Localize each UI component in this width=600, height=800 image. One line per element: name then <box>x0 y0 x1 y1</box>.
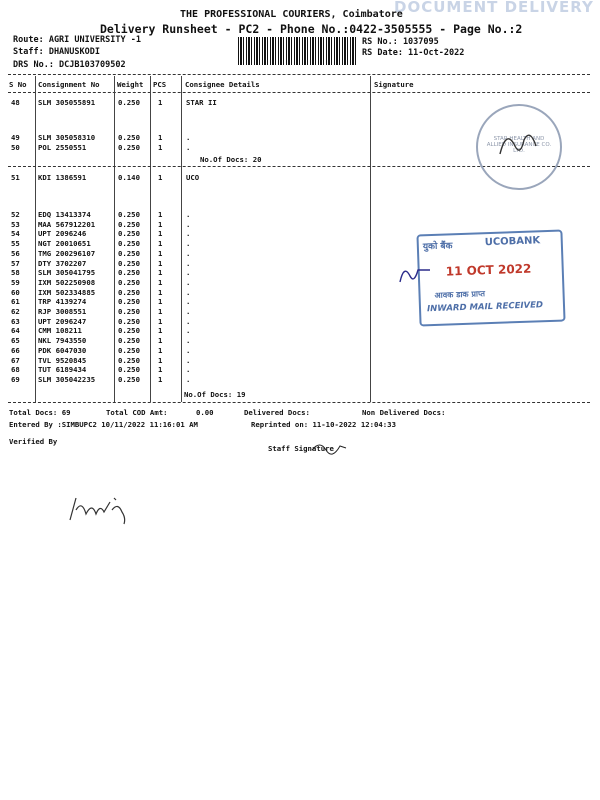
row-sno: 67 <box>11 355 20 365</box>
row-consignee: . <box>186 336 191 346</box>
row-pcs: 1 <box>158 98 163 107</box>
row-pcs: 1 <box>158 239 163 249</box>
col-consignee: Consignee Details <box>185 80 260 89</box>
row-weight: 0.250 <box>118 239 140 249</box>
row-consignment: MAA 567912201 <box>38 219 96 229</box>
total-cod-label: Total COD Amt: <box>106 408 168 417</box>
row-pcs: 1 <box>158 287 163 297</box>
row-consignee: . <box>186 365 191 375</box>
row-consignee: . <box>186 210 191 219</box>
row-consignment: UPT 2096247 <box>38 316 87 326</box>
row-sno: 59 <box>11 277 20 287</box>
row-consignee: . <box>186 287 191 297</box>
row-sno: 49 <box>11 133 20 142</box>
row-sno: 50 <box>11 143 20 152</box>
table-header-row <box>0 80 600 90</box>
row-consignment: UPT 2096246 <box>38 229 87 239</box>
row-consignee: . <box>186 307 191 316</box>
row-sno: 48 <box>11 98 20 107</box>
row-weight: 0.250 <box>118 258 140 268</box>
row-consignment: EDQ 13413374 <box>38 210 91 219</box>
row-pcs: 1 <box>158 277 163 287</box>
row-weight: 0.250 <box>118 229 140 239</box>
row-pcs: 1 <box>158 365 163 375</box>
row-sno: 63 <box>11 316 20 326</box>
row-weight: 0.250 <box>118 365 140 375</box>
row-consignment: SLM 305055891 <box>38 98 96 107</box>
row-consignment: PDK 6047030 <box>38 345 87 355</box>
stamp-hindi-inward: आवक डाक प्राप्त <box>434 289 486 300</box>
row-pcs: 1 <box>158 355 163 365</box>
row-pcs: 1 <box>158 316 163 326</box>
row-consignee: . <box>186 374 191 384</box>
row-weight: 0.250 <box>118 307 140 316</box>
row-sno: 51 <box>11 173 20 182</box>
row-consignment: NKL 7943550 <box>38 336 87 346</box>
row-consignee: STAR II <box>186 98 217 107</box>
row-pcs: 1 <box>158 374 163 384</box>
row-weight: 0.250 <box>118 248 140 258</box>
row-consignment: TRP 4139274 <box>38 297 87 307</box>
company-title: THE PROFESSIONAL COURIERS, Coimbatore <box>180 9 403 20</box>
row-weight: 0.250 <box>118 297 140 307</box>
row-consignment: KDI 1386591 <box>38 173 87 182</box>
table-row <box>0 326 600 336</box>
delivered-docs: Delivered Docs: <box>244 408 310 417</box>
totals-row <box>0 408 600 418</box>
row-sno: 66 <box>11 345 20 355</box>
row-sno: 54 <box>11 229 20 239</box>
row-consignment: RJP 3008551 <box>38 307 87 316</box>
row-pcs: 1 <box>158 307 163 316</box>
row-pcs: 1 <box>158 219 163 229</box>
col-weight: Weight <box>117 80 144 89</box>
row-consignment: SLM 305042235 <box>38 374 96 384</box>
row-pcs: 1 <box>158 336 163 346</box>
row-consignee: UCO <box>186 173 200 182</box>
row-pcs: 1 <box>158 345 163 355</box>
row-weight: 0.250 <box>118 277 140 287</box>
row-sno: 52 <box>11 210 20 219</box>
doc-count-label: No.Of Docs: 20 <box>200 155 262 164</box>
row-weight: 0.250 <box>118 345 140 355</box>
row-weight: 0.250 <box>118 287 140 297</box>
table-row <box>0 336 600 346</box>
row-consignee: . <box>186 297 191 307</box>
row-consignee: . <box>186 258 191 268</box>
row-pcs: 1 <box>158 143 163 152</box>
col-sno: S No <box>9 80 27 89</box>
verified-by: Verified By <box>9 437 58 446</box>
row-sno: 65 <box>11 336 20 346</box>
row-consignment: SLM 305041795 <box>38 268 96 278</box>
row-pcs: 1 <box>158 210 163 219</box>
table-row <box>0 375 600 385</box>
row-pcs: 1 <box>158 248 163 258</box>
rs-number: RS No.: 1037095 <box>362 37 439 47</box>
stamp-inward-label: INWARD MAIL RECEIVED <box>426 300 544 315</box>
row-consignee: . <box>186 355 191 365</box>
stamp-round-text: STAR HEALTH AND ALLIED INSURANCE CO. LTD. <box>486 136 552 154</box>
staff-label: Staff: DHANUSKODI <box>13 47 100 57</box>
non-delivered-docs: Non Delivered Docs: <box>362 408 446 417</box>
row-pcs: 1 <box>158 297 163 307</box>
row-weight: 0.250 <box>118 316 140 326</box>
table-row <box>0 220 600 230</box>
row-consignment: TVL 9520845 <box>38 355 87 365</box>
stamp-signature-mark <box>496 124 540 164</box>
row-consignment: DTY 3702207 <box>38 258 87 268</box>
row-sno: 60 <box>11 287 20 297</box>
total-docs: Total Docs: 69 <box>9 408 71 417</box>
drs-number: DRS No.: DCJB103709502 <box>13 60 126 70</box>
row-pcs: 1 <box>158 258 163 268</box>
row-weight: 0.250 <box>118 326 140 336</box>
row-consignee: . <box>186 133 191 142</box>
row-weight: 0.250 <box>118 336 140 346</box>
table-row <box>0 356 600 366</box>
row-consignment: IXM 502334885 <box>38 287 96 297</box>
row-weight: 0.250 <box>118 98 140 107</box>
row-sno: 68 <box>11 365 20 375</box>
row-consignee: . <box>186 248 191 258</box>
row-consignee: . <box>186 268 191 278</box>
row-weight: 0.250 <box>118 374 140 384</box>
table-row <box>0 210 600 220</box>
table-header-rule <box>8 92 590 93</box>
row-consignment: TUT 6189434 <box>38 365 87 375</box>
row-weight: 0.250 <box>118 355 140 365</box>
entered-row <box>0 420 600 430</box>
barcode <box>238 37 358 65</box>
row-sno: 69 <box>11 374 20 384</box>
table-row <box>0 346 600 356</box>
stamp-bank-name: UCOBANK <box>484 235 541 249</box>
row-consignee: . <box>186 229 191 239</box>
uco-bank-inward-stamp <box>416 229 565 326</box>
group-doc-count <box>0 390 600 400</box>
row-sno: 61 <box>11 297 20 307</box>
col-consignment: Consignment No <box>38 80 100 89</box>
row-weight: 0.140 <box>118 173 140 182</box>
row-sno: 62 <box>11 307 20 316</box>
row-consignment: TMG 200296107 <box>38 248 96 258</box>
row-sno: 64 <box>11 326 20 336</box>
row-consignment: NGT 20010651 <box>38 239 91 249</box>
row-consignment: POL 2550551 <box>38 143 87 152</box>
runsheet-title: Delivery Runsheet - PC2 - Phone No.:0422-3505555 - Page No.:2 <box>100 22 523 36</box>
row-sno: 57 <box>11 258 20 268</box>
row-pcs: 1 <box>158 229 163 239</box>
table-top-rule <box>8 74 590 75</box>
row-weight: 0.250 <box>118 219 140 229</box>
row-weight: 0.250 <box>118 143 140 152</box>
row-consignee: . <box>186 326 191 336</box>
table-row <box>0 365 600 375</box>
route-label: Route: AGRI UNIVERSITY -1 <box>13 35 141 45</box>
row-sno: 56 <box>11 248 20 258</box>
doc-count-label: No.Of Docs: 19 <box>184 390 246 399</box>
row-pcs: 1 <box>158 268 163 278</box>
stamp-hindi-bank: युको बैंक <box>422 241 453 253</box>
handwritten-signature <box>66 488 136 528</box>
row-pcs: 1 <box>158 173 163 182</box>
row-consignee: . <box>186 316 191 326</box>
row-sno: 53 <box>11 219 20 229</box>
total-cod-value: 0.00 <box>196 408 214 417</box>
row-consignee: . <box>186 219 191 229</box>
rs-date: RS Date: 11-Oct-2022 <box>362 48 465 58</box>
row-weight: 0.250 <box>118 268 140 278</box>
row-consignment: CMM 108211 <box>38 326 82 336</box>
col-pcs: PCS <box>153 80 167 89</box>
row-consignee: . <box>186 239 191 249</box>
row-consignment: SLM 305058310 <box>38 133 96 142</box>
reprinted-on: Reprinted on: 11-10-2022 12:04:33 <box>251 420 396 429</box>
row-sno: 55 <box>11 239 20 249</box>
stamp-date: 11 OCT 2022 <box>445 261 532 279</box>
row-consignee: . <box>186 277 191 287</box>
row-weight: 0.250 <box>118 133 140 142</box>
staff-signature-label: Staff Signature <box>268 444 334 453</box>
staff-signature-row <box>0 444 600 454</box>
row-pcs: 1 <box>158 133 163 142</box>
staff-signature-mark <box>310 438 350 458</box>
row-consignee: . <box>186 143 191 152</box>
document-delivery-watermark: DOCUMENT DELIVERY <box>394 0 594 16</box>
entered-by: Entered By :SIMBUPC2 10/11/2022 11:16:01 AM <box>9 420 198 429</box>
row-consignment: IXM 502250908 <box>38 277 96 287</box>
row-weight: 0.250 <box>118 210 140 219</box>
row-sno: 58 <box>11 268 20 278</box>
row-pcs: 1 <box>158 326 163 336</box>
table-bottom-rule <box>8 402 590 403</box>
row-consignee: . <box>186 345 191 355</box>
stamp-initials-mark <box>396 262 436 286</box>
col-signature: Signature <box>374 80 414 89</box>
